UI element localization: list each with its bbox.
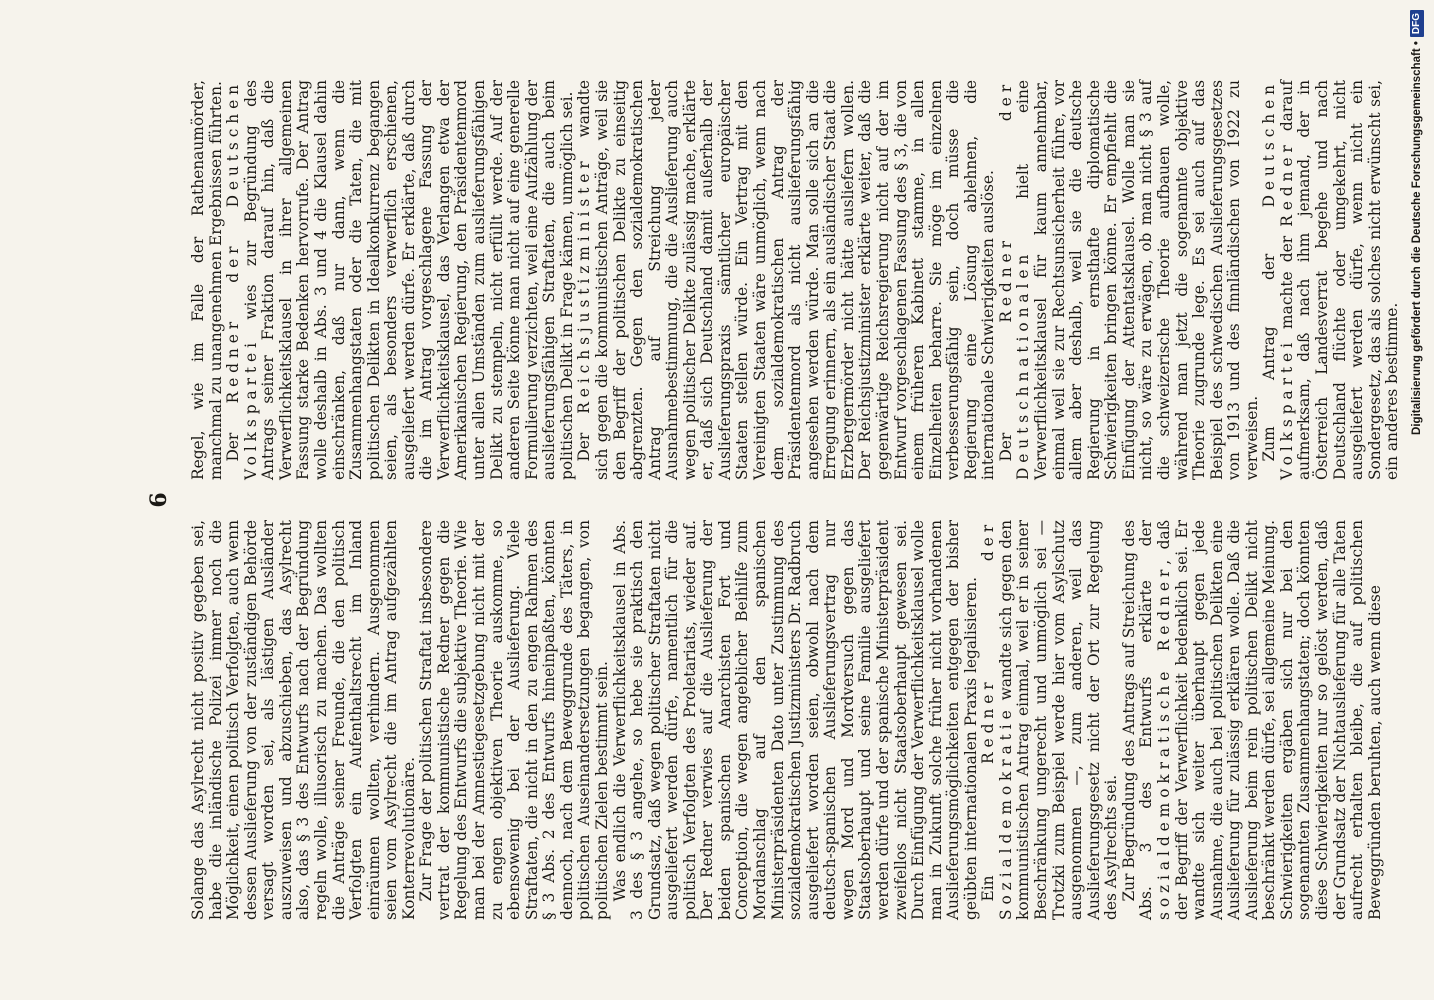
attribution-strip <box>1404 10 1430 990</box>
paragraph <box>190 520 418 920</box>
paragraph-text: Regel, wie im Falle der Rathenaumörder, manchmal zu unangenehmen Ergebnissen führten. <box>189 80 225 480</box>
paragraph <box>998 80 1261 480</box>
paragraph-text: , daß der Begriff der Verwerflichkeit bedenklich sei. Er wandte sich weiter überhaupt gegen jede Ausnahme, die auch bei politischen Delikten eine Auslieferung für zulässig erklären wolle. Daß die Auslieferung beim rein politischen Delikt nicht beschränkt werden dürfe, sei allgemeine Meinung. Schwierigkeiten ergäben sich nur bei den sogenannten Zusammenhangstaten; doch könnten diese Schwierigkeiten nur so gelöst werden, daß der Grundsatz der Nichtauslieferung für alle Taten aufrecht erhalten bleibe, die auf politischen Beweggründen beruhten, auch wenn diese <box>1154 520 1384 920</box>
rotated-page-content <box>140 80 1402 920</box>
paragraph-text: wies zur Begründung des Antrags seiner Fraktion darauf hin, daß die Verwerflichkeitsklausel in ihrer allgemeinen Fassung starke Bedenken hervorrufe. Der Antrag wolle deshalb in Abs. 3 und 4 die Klausel dahin einschränken, daß nur dann, wenn die Zusammenhangstaten oder die Taten, die mit politischen Delikten in Idealkonkurrenz begangen seien, als besonders verwerflich erschienen, ausgeliefert werden dürfe. Er erklärte, daß durch die im Antrag vorgeschlagene Fassung der Verwerflichkeitsklausel, das Verlangen etwa der Amerikanischen Regierung, den Präsidentenmord unter allen Umständen zum auslieferungsfähigen Delikt zu stempeln, nicht erfüllt werde. Auf der anderen Seite könne man nicht auf eine generelle Formulierung verzichten, weil eine Aufzählung der auslieferungsfähigen Straftaten, die auch beim politischen Delikt in Frage kämen, unmöglich sei. <box>241 80 576 480</box>
paragraph-text: hielt eine Verwerflichkeitsklausel für kaum annehmbar, einmal weil sie zur Rechtsunsicherheit führe, vor allem aber deshalb, weil sie die deutsche Regierung in ernsthafte diplomatische Schwierigkeiten bringen könne. Er empfiehlt die Einfügung der Attentatsklausel. Wolle man sie nicht, so wäre zu erwägen, ob man nicht § 3 auf die schweizerische Theorie aufbauen wolle, während man jetzt die sogenannte objektive Theorie zugrunde lege. Es sei auch auf das Beispiel des schwedischen Auslieferungsgesetzes von 1913 und des finnländischen von 1922 zu verweisen. <box>1014 80 1261 480</box>
paragraph <box>1121 520 1384 920</box>
paragraph-text: Ein <box>979 763 998 902</box>
paragraph-text: Der <box>575 413 594 462</box>
paragraph-text: machte der <box>1277 226 1296 339</box>
left-text-column <box>190 520 1384 920</box>
speaker-name: Redner der Deutschnationalen <box>996 80 1033 480</box>
right-text-column <box>190 80 1402 480</box>
attribution-line <box>1404 10 1430 990</box>
paragraph-text: Was endlich die Verwerflichkeitsklausel in Abs. 3 des § 3 angehe, so hebe sie praktisch den Grundsatz, daß wegen politischer Straftaten nicht ausgeliefert werden dürfe, namentlich für die politisch Verfolgten des Proletariats, wieder auf. Der Redner verwies auf die Auslieferung der beiden spanischen Anarchisten Fort und Conception, die wegen angeblicher Beihilfe zum Mordanschlag auf den spanischen Ministerpräsidenten Dato unter Zustimmung des sozialdemokratischen Justizministers Dr. Radbruch ausgeliefert worden seien, obwohl nach dem deutsch-spanischen Auslieferungsvertrag nur wegen Mord und Mordversuch gegen das Staatsoberhaupt und seine Familie ausgeliefert werden dürfe und der spanische Ministerpräsident zweifellos nicht Staatsoberhaupt gewesen sei. Durch Einfügung der Verwerflichkeitsklausel wolle man in Zukunft solche früher nicht vorhandenen Auslieferungsmöglichkeiten entgegen der bisher geübten internationalen Praxis legalisieren. <box>610 520 980 920</box>
paragraph <box>225 80 576 480</box>
paragraph <box>418 520 611 920</box>
paragraph-text: wandte sich gegen den kommunistischen Antrag einmal, weil er in seiner Beschränkung ungerecht und unmöglich sei — Trotzki zum Beispiel werde hier vom Asylschutz ausgenommen —, zum anderen, weil das Auslieferungsgesetz nicht der Ort zur Regelung des Asylrechts sei. <box>996 520 1121 920</box>
paragraph <box>612 520 981 920</box>
paragraph-text: darauf aufmerksam, daß nach ihm jemand, der in Österreich Landesverrat begehe und nach Deutschland flüchte oder umgekehrt, nicht ausgeliefert werden dürfe, wenn nicht ein Sondergesetz, das als solches nicht erwünscht sei, ein anderes bestimme. <box>1277 80 1402 480</box>
speaker-name: Deutschen Volkspartei <box>1260 80 1296 480</box>
speaker-name: Reichsjustizminister <box>575 156 594 414</box>
page-number: 6 <box>146 492 172 508</box>
paragraph-text: Der <box>224 403 243 462</box>
paragraph-text: Zum Antrag der <box>1260 207 1279 462</box>
paragraph <box>190 80 225 480</box>
speaker-name: Redner der Sozialdemokratie <box>979 519 1015 920</box>
paragraph <box>980 520 1121 920</box>
paragraph-text: wandte sich gegen die kommunistischen Anträge, weil sie den Begriff der politischen Delikte zu einseitig abgrenzten. Gegen den sozialdemokratischen Antrag auf Streichung jeder Ausnahmebestimmung, die die Auslieferung auch wegen politischer Delikte zulässig mache, erklärte er, daß sich Deutschland damit außerhalb der Auslieferungspraxis sämtlicher europäischer Staaten stellen würde. Ein Vertrag mit den Vereinigten Staaten wäre unmöglich, wenn nach dem sozialdemokratischen Antrag der Präsidentenmord als nicht auslieferungsfähig angesehen werden würde. Man solle sich an die Erregung erinnern, als ein ausländischer Staat die Erzbergermörder nicht hätte ausliefern wollen. Der Reichsjustizminister erklärte weiter, daß die gegenwärtige Reichsregierung nicht auf der im Entwurf vorgeschlagenen Fassung des § 3, die von einem früheren Kabinett stamme, in allen Einzelheiten beharre. Sie möge im einzelnen verbesserungsfähig sein, doch müsse die Regierung eine Lösung ablehnen, die internationale Schwierigkeiten auslöse. <box>575 80 998 480</box>
speaker-name: sozialdemokratische Redner <box>1154 564 1173 920</box>
dfg-logo: DFG <box>1410 10 1424 37</box>
paragraph-text: Solange das Asylrecht nicht positiv gegeben sei, habe die inländische Polizei immer noch die Möglichkeit, einen politisch Verfolgten, auch wenn dessen Auslieferung von der zuständigen Behörde versagt worden sei, als lästigen Ausländer auszuweisen und abzuschieben, das Asylrecht also, das § 3 des Entwurfs nach der Begründung regeln wolle, illusorisch zu machen. Das wollten die Anträge seiner Freunde, die den politisch Verfolgten ein Aufenthaltsrecht im Inland einräumen wollten, verhindern. Ausgenommen seien vom Asylrecht die im Antrag aufgezählten Konterrevolutionäre. <box>189 520 418 920</box>
paragraph <box>576 80 998 480</box>
speaker-name: Redner <box>1277 140 1296 227</box>
paragraph <box>1261 80 1402 480</box>
funding-note: Digitalisierung gefördert durch die Deutsche Forschungsgemeinschaft • <box>1411 41 1423 435</box>
paragraph-text: Zur Frage der politischen Straftat insbesondere vertrat der kommunistische Redner gegen die Regelung des Entwurfs die subjektive Theorie. Wie man bei der Amnestiegesetzgebung nicht mit der zu engen objektiven Theorie auskomme, so ebensowenig bei der Auslieferung. Viele Straftaten, die nicht in den zu engen Rahmen des § 3 Abs. 2 des Entwurfs hineinpaßten, könnten dennoch, nach dem Beweggrunde des Täters, in politischen Auseinandersetzungen begangen, von politischen Zielen bestimmt sein. <box>417 520 611 920</box>
speaker-name: Redner der Deutschen Volkspartei <box>224 80 260 480</box>
paragraph-text: Der <box>996 322 1015 462</box>
paragraph-text: Zur Begründung des Antrags auf Streichung des Abs. 3 des Entwurfs erklärte der <box>1119 520 1156 920</box>
